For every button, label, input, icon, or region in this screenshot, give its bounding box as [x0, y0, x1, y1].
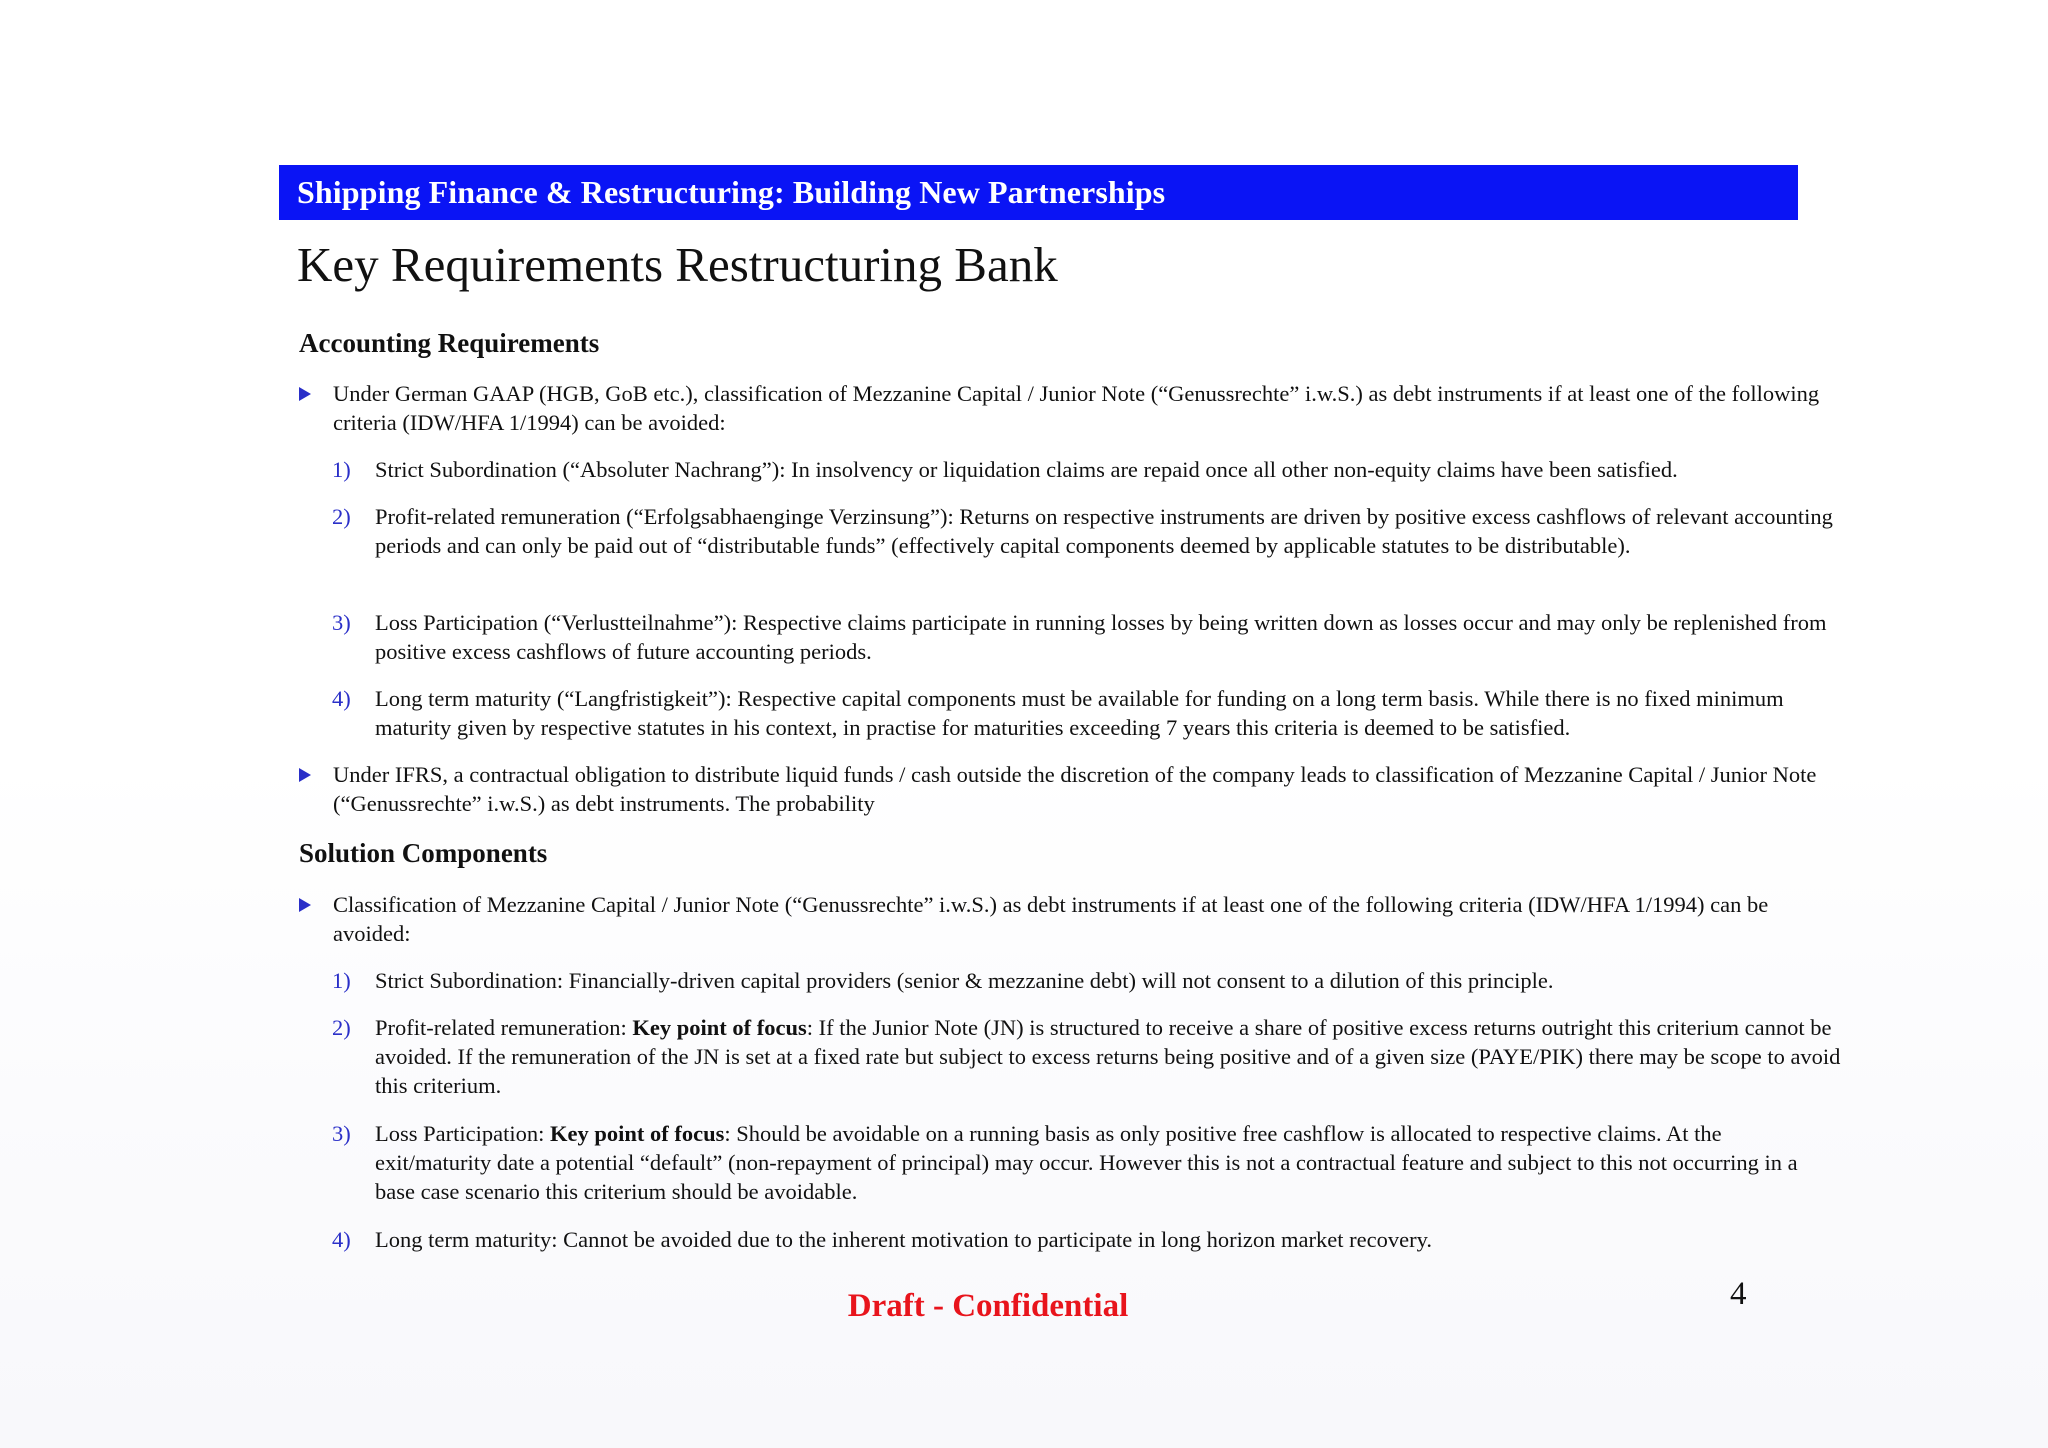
- confidentiality-text: Draft - Confidential: [847, 1288, 1129, 1324]
- criteria-lead: Loss Participation:: [375, 1121, 550, 1146]
- bullet-item: [299, 760, 1839, 818]
- bullet-item: [299, 890, 1839, 948]
- criteria-number: 1): [332, 968, 351, 993]
- criteria-text: Strict Subordination (“Absoluter Nachrang”): In insolvency or liquidation claims are repaid once all other non-equity claims have been satisfied.: [375, 457, 1678, 482]
- key-point-label: Key point of focus: [632, 1015, 807, 1040]
- criteria-number: 3): [332, 1121, 351, 1146]
- bullet-text: Under IFRS, a contractual obligation to distribute liquid funds / cash outside the discretion of the company leads to classification of Mezzanine Capital / Junior Note (“Genussrechte” i.w.S.) as debt instruments. The probability: [333, 762, 1817, 816]
- criteria-number: 3): [332, 610, 351, 635]
- triangle-right-icon: [299, 768, 311, 782]
- criteria-text: Long term maturity: Cannot be avoided due to the inherent motivation to participate in long horizon market recovery.: [375, 1227, 1432, 1252]
- criteria-number: 2): [332, 504, 351, 529]
- criteria-item: [332, 455, 1842, 484]
- section-heading-solution: Solution Components: [299, 838, 548, 868]
- page-number: 4: [1730, 1276, 1747, 1312]
- criteria-item: [332, 1225, 1842, 1254]
- criteria-text: [375, 1119, 1842, 1206]
- criteria-number: 2): [332, 1015, 351, 1040]
- triangle-right-icon: [299, 898, 311, 912]
- bullet-text: Under German GAAP (HGB, GoB etc.), classification of Mezzanine Capital / Junior Note (“Genussrechte” i.w.S.) as debt instruments if at least one of the following criteria (IDW/HFA 1/1994) can be avoided:: [333, 381, 1820, 435]
- section-heading-accounting: Accounting Requirements: [299, 328, 600, 358]
- criteria-text: [375, 1013, 1842, 1100]
- slide-title: Key Requirements Restructuring Bank: [297, 237, 1058, 292]
- criteria-rest: : Should be avoidable on a running basis as only positive free cashflow is allocated to respective claims. At the exit/maturity date a potential “default” (non-repayment of principal) may occur. However this is not a contractual feature and subject to this not occurring in a base case scenario this criterium should be avoidable.: [375, 1121, 1798, 1204]
- criteria-text: Loss Participation (“Verlustteilnahme”): Respective claims participate in running losses by being written down as losses occur and may only be replenished from positive excess cashflows of future accounting periods.: [375, 610, 1827, 664]
- criteria-text: Profit-related remuneration (“Erfolgsabhaenginge Verzinsung”): Returns on respective instruments are driven by positive excess cashflows of relevant accounting periods and can only be paid out of “distributable funds” (effectively capital components deemed by applicable statutes to be distributable).: [375, 504, 1833, 558]
- bullet-text: Classification of Mezzanine Capital / Junior Note (“Genussrechte” i.w.S.) as debt instruments if at least one of the following criteria (IDW/HFA 1/1994) can be avoided:: [333, 892, 1769, 946]
- criteria-text: Strict Subordination: Financially-driven capital providers (senior & mezzanine debt) will not consent to a dilution of this principle.: [375, 968, 1554, 993]
- banner-title: Shipping Finance & Restructuring: Building New Partnerships: [297, 174, 1166, 210]
- key-point-label: Key point of focus: [549, 1121, 725, 1146]
- bullet-item: [299, 379, 1839, 437]
- criteria-lead: Profit-related remuneration:: [375, 1015, 633, 1040]
- criteria-number: 4): [332, 686, 351, 711]
- criteria-item: [332, 684, 1842, 742]
- criteria-number: 4): [332, 1227, 351, 1252]
- triangle-right-icon: [299, 387, 311, 401]
- criteria-item: [332, 1119, 1842, 1206]
- criteria-number: 1): [332, 457, 351, 482]
- criteria-rest: : If the Junior Note (JN) is structured to receive a share of positive excess returns outright this criterium cannot be avoided. If the remuneration of the JN is set at a fixed rate but subject to excess returns being positive and of a given size (PAYE/PIK) there may be scope to avoid this criterium.: [375, 1015, 1841, 1098]
- criteria-item: [332, 502, 1842, 560]
- header-banner: [279, 165, 1798, 220]
- criteria-item: [332, 608, 1842, 666]
- criteria-item: [332, 966, 1842, 995]
- criteria-item: [332, 1013, 1842, 1100]
- criteria-text: Long term maturity (“Langfristigkeit”): Respective capital components must be available for funding on a long term basis. While there is no fixed minimum maturity given by respective statutes in his context, in practise for maturities exceeding 7 years this criteria is deemed to be satisfied.: [375, 686, 1784, 740]
